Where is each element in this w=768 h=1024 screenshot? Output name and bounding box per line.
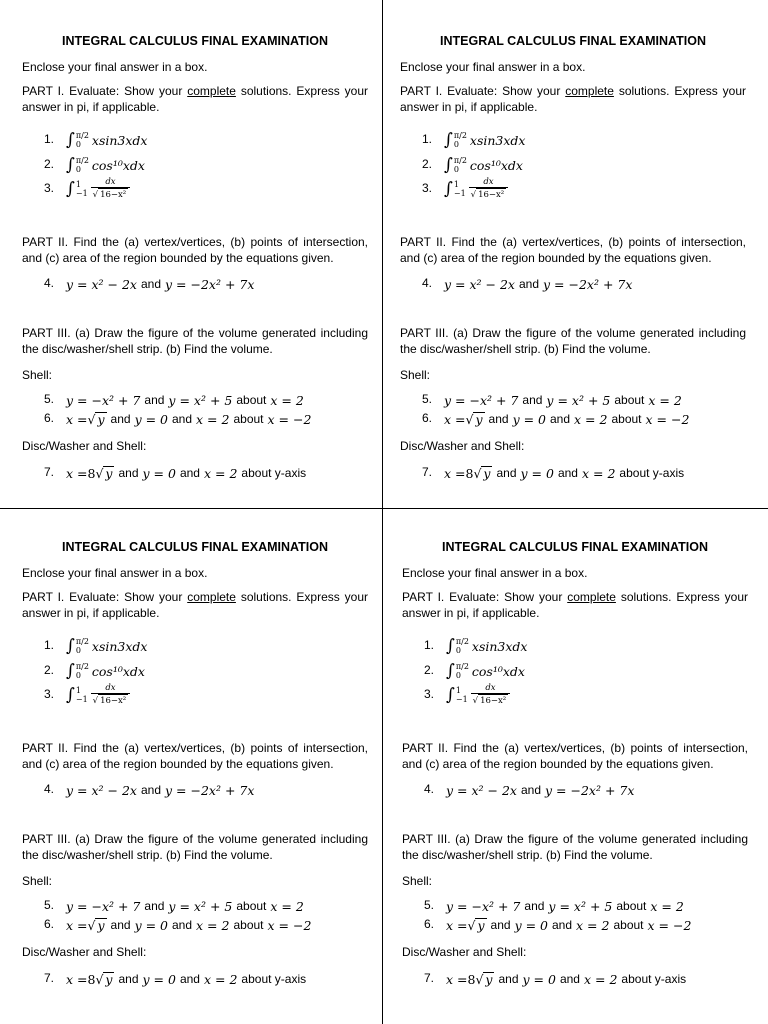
denominator: √ 16−x² <box>471 693 511 708</box>
equation-2: y = x² + 5 <box>168 898 233 914</box>
fraction <box>471 683 511 708</box>
part1-prefix: PART I. Evaluate: Show your <box>402 590 568 604</box>
lower-limit: 0 <box>75 165 81 174</box>
part1-suffix: solutions. Express your answer in pi, if applicable. <box>400 84 746 114</box>
integral-limits <box>454 180 466 198</box>
connector-about: about <box>233 918 264 932</box>
equation-3: x = 2 <box>576 917 610 933</box>
equation-3: x = 2 <box>574 411 608 427</box>
equation-lhs: x = <box>66 971 88 987</box>
disc-washer-shell-label: Disc/Washer and Shell: <box>400 439 525 453</box>
connector-about: about <box>233 412 264 426</box>
radicand: 16−x² <box>478 189 505 200</box>
disc-washer-shell-label: Disc/Washer and Shell: <box>22 439 147 453</box>
equation-1: y = x² − 2x <box>66 276 137 292</box>
integral-limits <box>456 686 468 704</box>
equation-2: y = −2x² + 7x <box>165 782 255 798</box>
problem-number: 3. <box>44 687 55 701</box>
problem-number: 4. <box>424 782 435 796</box>
integral-sign: ∫ <box>444 129 453 150</box>
connector-and: and <box>110 412 131 426</box>
integrand: xsin3xdx <box>91 638 148 654</box>
integral-sign: ∫ <box>446 684 455 705</box>
root-index: 8 <box>87 971 96 987</box>
equation-1: y = −x² + 7 <box>444 392 519 408</box>
connector-and: and <box>144 899 165 913</box>
equation-expression <box>446 967 690 991</box>
connector-about: about y-axis <box>619 466 685 480</box>
connector-about: about y-axis <box>241 466 307 480</box>
equation-expression <box>66 272 254 296</box>
denominator: √ 16−x² <box>91 187 131 202</box>
part1-instructions <box>400 83 746 115</box>
integral-limits <box>456 637 469 655</box>
integral-sign: ∫ <box>446 660 455 681</box>
equation-2: y = 0 <box>522 971 556 987</box>
upper-limit: π/2 <box>453 156 467 165</box>
radicand: 16−x² <box>100 189 127 200</box>
equation-expression <box>444 461 688 485</box>
integral-expression <box>66 659 145 683</box>
part2-instructions: PART II. Find the (a) vertex/vertices, (b) points of intersection, and (c) area of the region bounded by the equations given. <box>400 235 746 265</box>
connector-and: and <box>552 918 573 932</box>
axis-of-rotation: x = 2 <box>270 392 304 408</box>
lower-limit: −1 <box>453 189 466 198</box>
integrand: cos¹⁰xdx <box>469 157 523 173</box>
equation-1: y = x² − 2x <box>66 782 137 798</box>
integral-expression <box>66 177 130 201</box>
connector-and: and <box>172 918 193 932</box>
connector-and: and <box>490 918 511 932</box>
equation-3: x = 2 <box>203 465 238 481</box>
connector-about: about <box>613 918 644 932</box>
integral-limits <box>76 180 88 198</box>
connector-and: and <box>172 412 193 426</box>
part2-instructions: PART II. Find the (a) vertex/vertices, (b) points of intersection, and (c) area of the region bounded by the equations given. <box>22 741 368 771</box>
part2-instructions: PART II. Find the (a) vertex/vertices, (b) points of intersection, and (c) area of the region bounded by the equations given. <box>22 235 368 265</box>
radicand: y <box>485 972 493 987</box>
problem-number: 2. <box>44 663 55 677</box>
integral-limits <box>76 131 89 149</box>
connector-and: and <box>179 466 200 480</box>
integral-expression <box>66 634 147 658</box>
connector-about: about y-axis <box>241 972 307 986</box>
integral-expression <box>446 683 510 707</box>
shell-label: Shell: <box>400 368 431 382</box>
root-index: 8 <box>467 971 476 987</box>
exam-title: INTEGRAL CALCULUS FINAL EXAMINATION <box>442 540 708 554</box>
upper-limit: π/2 <box>453 131 467 140</box>
integral-limits <box>76 662 89 680</box>
fraction <box>91 177 131 202</box>
equation-1: y = −x² + 7 <box>66 392 141 408</box>
integrand: cos¹⁰xdx <box>471 663 525 679</box>
equation-2: y = −2x² + 7x <box>165 276 255 292</box>
part2-instructions: PART II. Find the (a) vertex/vertices, (b) points of intersection, and (c) area of the region bounded by the equations given. <box>402 741 748 771</box>
disc-washer-shell-label: Disc/Washer and Shell: <box>22 945 147 959</box>
problem-number: 7. <box>44 465 55 479</box>
integral-expression <box>444 153 523 177</box>
exam-copy-top-left <box>22 0 368 496</box>
integrand: cos¹⁰xdx <box>91 663 145 679</box>
integral-sign: ∫ <box>446 635 455 656</box>
equation-expression <box>444 407 689 431</box>
integral-sign: ∫ <box>66 660 75 681</box>
part3-instructions: PART III. (a) Draw the figure of the volume generated including the disc/washer/shell strip. (b) Find the volume. <box>400 326 746 356</box>
problem-number: 3. <box>424 687 435 701</box>
problem-number: 2. <box>424 663 435 677</box>
radicand: y <box>105 466 113 481</box>
equation-2: y = 0 <box>514 917 548 933</box>
problem-number: 4. <box>422 276 433 290</box>
lower-limit: 0 <box>75 140 81 149</box>
axis-of-rotation: x = −2 <box>647 917 692 933</box>
connector-and: and <box>488 412 509 426</box>
problem-number: 1. <box>424 638 435 652</box>
part1-suffix: solutions. Express your answer in pi, if applicable. <box>22 84 368 114</box>
numerator: dx <box>483 176 494 187</box>
connector-about: about <box>611 412 642 426</box>
equation-lhs: x = <box>66 917 88 933</box>
equation-3: x = 2 <box>196 917 230 933</box>
part1-underlined-word: complete <box>567 590 616 604</box>
equation-expression <box>66 778 254 802</box>
integral-expression <box>66 128 147 152</box>
connector-and: and <box>496 466 517 480</box>
equation-3: x = 2 <box>583 971 618 987</box>
radical-sign: √ <box>87 411 96 427</box>
shell-label: Shell: <box>22 368 53 382</box>
problem-number: 4. <box>44 782 55 796</box>
shell-label: Shell: <box>22 874 53 888</box>
instruction-text: Enclose your final answer in a box. <box>402 566 588 580</box>
equation-lhs: x = <box>66 411 88 427</box>
lower-limit: −1 <box>455 695 468 704</box>
radicand: y <box>105 972 113 987</box>
equation-expression <box>66 967 310 991</box>
connector-and: and <box>550 412 571 426</box>
connector-and: and <box>522 393 543 407</box>
exam-copy-bottom-right <box>402 506 748 1002</box>
problem-number: 5. <box>422 392 433 406</box>
fraction <box>469 177 509 202</box>
equation-expression <box>446 778 634 802</box>
radical-sign: √ <box>95 465 104 481</box>
connector-and: and <box>140 277 161 291</box>
part3-instructions: PART III. (a) Draw the figure of the volume generated including the disc/washer/shell strip. (b) Find the volume. <box>22 832 368 862</box>
part3-instructions: PART III. (a) Draw the figure of the volume generated including the disc/washer/shell strip. (b) Find the volume. <box>22 326 368 356</box>
problem-number: 7. <box>422 465 433 479</box>
numerator: dx <box>485 682 496 693</box>
integral-expression <box>446 659 525 683</box>
equation-lhs: x = <box>444 411 466 427</box>
integral-limits <box>456 662 469 680</box>
connector-and: and <box>179 972 200 986</box>
radicand: 16−x² <box>480 695 507 706</box>
problem-number: 2. <box>44 157 55 171</box>
equation-2: y = 0 <box>520 465 554 481</box>
connector-and: and <box>498 972 519 986</box>
connector-and: and <box>559 972 580 986</box>
equation-lhs: x = <box>446 917 468 933</box>
problem-number: 3. <box>44 181 55 195</box>
problem-number: 6. <box>422 411 433 425</box>
integral-sign: ∫ <box>66 684 75 705</box>
problem-number: 4. <box>44 276 55 290</box>
connector-about: about y-axis <box>621 972 687 986</box>
radical-sign: √ <box>475 971 484 987</box>
equation-2: y = 0 <box>142 465 176 481</box>
part1-underlined-word: complete <box>187 590 236 604</box>
equation-2: y = −2x² + 7x <box>545 782 635 798</box>
problem-number: 1. <box>44 132 55 146</box>
upper-limit: 1 <box>75 686 81 695</box>
integral-limits <box>454 131 467 149</box>
integrand: cos¹⁰xdx <box>91 157 145 173</box>
equation-2: y = x² + 5 <box>168 392 233 408</box>
connector-about: about <box>236 899 267 913</box>
radical-sign: √ <box>87 917 96 933</box>
axis-of-rotation: x = −2 <box>645 411 690 427</box>
equation-expression <box>66 913 311 937</box>
denominator: √ 16−x² <box>469 187 509 202</box>
integrand: xsin3xdx <box>91 132 148 148</box>
connector-and: and <box>518 277 539 291</box>
integrand: xsin3xdx <box>471 638 528 654</box>
part1-instructions <box>22 83 368 115</box>
lower-limit: 0 <box>453 165 459 174</box>
integrand: xsin3xdx <box>469 132 526 148</box>
part1-prefix: PART I. Evaluate: Show your <box>22 590 188 604</box>
radicand: y <box>475 412 483 427</box>
numerator: dx <box>105 682 116 693</box>
equation-2: y = 0 <box>134 411 168 427</box>
connector-and: and <box>524 899 545 913</box>
connector-and: and <box>144 393 165 407</box>
exam-copy-top-right <box>400 0 746 496</box>
integral-sign: ∫ <box>444 154 453 175</box>
problem-number: 5. <box>424 898 435 912</box>
part3-instructions: PART III. (a) Draw the figure of the volume generated including the disc/washer/shell strip. (b) Find the volume. <box>402 832 748 862</box>
equation-2: y = −2x² + 7x <box>543 276 633 292</box>
denominator: √ 16−x² <box>91 693 131 708</box>
lower-limit: −1 <box>75 189 88 198</box>
integral-limits <box>454 156 467 174</box>
radicand: 16−x² <box>100 695 127 706</box>
connector-about: about <box>614 393 645 407</box>
connector-and: and <box>118 466 139 480</box>
integral-expression <box>66 683 130 707</box>
radicand: y <box>477 918 485 933</box>
integral-sign: ∫ <box>66 635 75 656</box>
part1-prefix: PART I. Evaluate: Show your <box>22 84 188 98</box>
exam-copy-bottom-left <box>22 506 368 1002</box>
equation-3: x = 2 <box>581 465 616 481</box>
connector-about: about <box>236 393 267 407</box>
radical-sign: √ <box>473 465 482 481</box>
connector-and: and <box>110 918 131 932</box>
equation-2: y = 0 <box>142 971 176 987</box>
equation-2: y = 0 <box>512 411 546 427</box>
integral-sign: ∫ <box>66 178 75 199</box>
instruction-text: Enclose your final answer in a box. <box>400 60 586 74</box>
equation-expression <box>444 272 632 296</box>
problem-number: 2. <box>422 157 433 171</box>
radical-sign: √ <box>465 411 474 427</box>
equation-expression <box>66 461 310 485</box>
problem-number: 7. <box>424 971 435 985</box>
equation-expression <box>66 407 311 431</box>
upper-limit: π/2 <box>75 637 89 646</box>
equation-1: y = −x² + 7 <box>66 898 141 914</box>
integral-expression <box>444 177 508 201</box>
part1-suffix: solutions. Express your answer in pi, if applicable. <box>22 590 368 620</box>
axis-of-rotation: x = 2 <box>650 898 684 914</box>
radicand: y <box>97 918 105 933</box>
integral-expression <box>444 128 525 152</box>
upper-limit: π/2 <box>455 637 469 646</box>
upper-limit: π/2 <box>455 662 469 671</box>
problem-number: 1. <box>44 638 55 652</box>
radical-sign: √ <box>95 971 104 987</box>
exam-title: INTEGRAL CALCULUS FINAL EXAMINATION <box>62 34 328 48</box>
connector-about: about <box>616 899 647 913</box>
upper-limit: 1 <box>455 686 461 695</box>
connector-and: and <box>557 466 578 480</box>
integral-limits <box>76 637 89 655</box>
problem-number: 6. <box>44 917 55 931</box>
equation-3: x = 2 <box>196 411 230 427</box>
instruction-text: Enclose your final answer in a box. <box>22 566 208 580</box>
integral-limits <box>76 686 88 704</box>
axis-of-rotation: x = 2 <box>648 392 682 408</box>
root-index: 8 <box>87 465 96 481</box>
root-index: 8 <box>465 465 474 481</box>
equation-lhs: x = <box>446 971 468 987</box>
upper-limit: 1 <box>75 180 81 189</box>
upper-limit: π/2 <box>75 131 89 140</box>
axis-of-rotation: x = 2 <box>270 898 304 914</box>
upper-limit: π/2 <box>75 662 89 671</box>
integral-sign: ∫ <box>444 178 453 199</box>
equation-1: y = x² − 2x <box>444 276 515 292</box>
part1-instructions <box>22 589 368 621</box>
vertical-divider <box>382 0 383 1024</box>
equation-2: y = x² + 5 <box>548 898 613 914</box>
fraction <box>91 683 131 708</box>
integral-expression <box>446 634 527 658</box>
equation-1: y = x² − 2x <box>446 782 517 798</box>
shell-label: Shell: <box>402 874 433 888</box>
equation-2: y = 0 <box>134 917 168 933</box>
problem-number: 6. <box>424 917 435 931</box>
disc-washer-shell-label: Disc/Washer and Shell: <box>402 945 527 959</box>
lower-limit: 0 <box>75 671 81 680</box>
part1-instructions <box>402 589 748 621</box>
problem-number: 3. <box>422 181 433 195</box>
integral-sign: ∫ <box>66 154 75 175</box>
lower-limit: 0 <box>455 671 461 680</box>
radicand: y <box>483 466 491 481</box>
equation-lhs: x = <box>66 465 88 481</box>
lower-limit: 0 <box>453 140 459 149</box>
problem-number: 5. <box>44 898 55 912</box>
equation-2: y = x² + 5 <box>546 392 611 408</box>
equation-1: y = −x² + 7 <box>446 898 521 914</box>
problem-number: 7. <box>44 971 55 985</box>
part1-underlined-word: complete <box>187 84 236 98</box>
exam-title: INTEGRAL CALCULUS FINAL EXAMINATION <box>440 34 706 48</box>
part1-underlined-word: complete <box>565 84 614 98</box>
upper-limit: π/2 <box>75 156 89 165</box>
upper-limit: 1 <box>453 180 459 189</box>
part1-suffix: solutions. Express your answer in pi, if applicable. <box>402 590 748 620</box>
problem-number: 1. <box>422 132 433 146</box>
numerator: dx <box>105 176 116 187</box>
problem-number: 5. <box>44 392 55 406</box>
integral-expression <box>66 153 145 177</box>
connector-and: and <box>140 783 161 797</box>
integral-sign: ∫ <box>66 129 75 150</box>
lower-limit: 0 <box>75 646 81 655</box>
lower-limit: −1 <box>75 695 88 704</box>
exam-title: INTEGRAL CALCULUS FINAL EXAMINATION <box>62 540 328 554</box>
part1-prefix: PART I. Evaluate: Show your <box>400 84 566 98</box>
equation-lhs: x = <box>444 465 466 481</box>
radicand: y <box>97 412 105 427</box>
connector-and: and <box>118 972 139 986</box>
lower-limit: 0 <box>455 646 461 655</box>
connector-and: and <box>520 783 541 797</box>
radical-sign: √ <box>467 917 476 933</box>
axis-of-rotation: x = −2 <box>267 411 312 427</box>
axis-of-rotation: x = −2 <box>267 917 312 933</box>
problem-number: 6. <box>44 411 55 425</box>
instruction-text: Enclose your final answer in a box. <box>22 60 208 74</box>
equation-3: x = 2 <box>203 971 238 987</box>
equation-expression <box>446 913 691 937</box>
integral-limits <box>76 156 89 174</box>
